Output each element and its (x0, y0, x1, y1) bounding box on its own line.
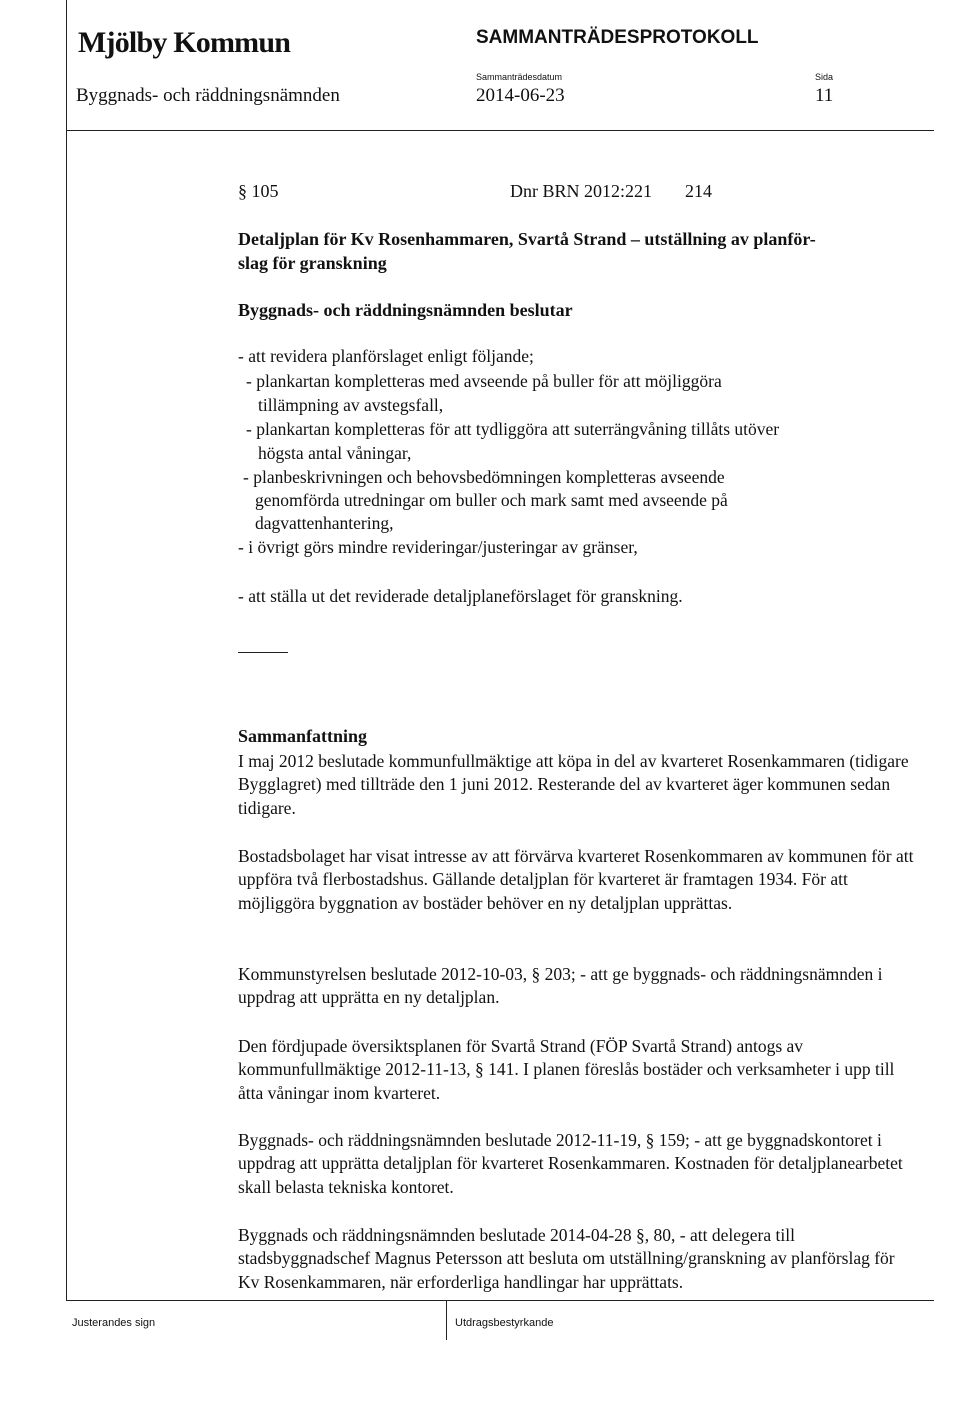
diary-number: Dnr BRN 2012:221 (510, 181, 653, 201)
decision-line: - plankartan kompletteras med avseende på buller för att möjliggöra (246, 371, 722, 391)
page-number: 11 (815, 85, 834, 106)
item-title-line-1: Detaljplan för Kv Rosenhammaren, Svartå Strand – utställning av planför- (238, 229, 816, 249)
decision-final-line: - att ställa ut det reviderade detaljplaneförslaget för granskning. (238, 586, 683, 606)
decision-line: - att revidera planförslaget enligt följande; (238, 346, 534, 366)
signature-label: Justerandes sign (72, 1317, 156, 1329)
page-caption: Sida (815, 72, 834, 82)
left-margin-rule (66, 0, 67, 1300)
decision-line: - i övrigt görs mindre revideringar/justeringar av gränser, (238, 537, 638, 557)
committee-name: Byggnads- och räddningsnämnden (76, 85, 340, 106)
document-title: SAMMANTRÄDESPROTOKOLL (476, 27, 759, 48)
section-separator (238, 652, 288, 653)
summary-paragraph: Kommunstyrelsen beslutade 2012-10-03, § 203; - att ge byggnads- och räddningsnämnden i uppdrag att upprätta en ny detaljplan. (238, 964, 883, 1008)
decision-line: högsta antal våningar, (258, 443, 412, 463)
item-title-line-2: slag för granskning (238, 253, 387, 273)
decision-heading: Byggnads- och räddningsnämnden beslutar (238, 300, 573, 320)
decision-line: tillämpning av avstegsfall, (258, 395, 444, 415)
decision-line: - planbeskrivningen och behovsbedömningen kompletteras avseende (243, 467, 725, 487)
footer-rule (66, 1300, 934, 1301)
decision-line: - plankartan kompletteras för att tydliggöra att suterrängvåning tillåts utöver (246, 419, 780, 439)
header-rule (66, 130, 934, 131)
footer-divider (446, 1300, 447, 1340)
decision-line: dagvattenhantering, (255, 513, 394, 533)
organization-name: Mjölby Kommun (78, 26, 291, 59)
summary-heading: Sammanfattning (238, 726, 368, 746)
decision-line: genomförda utredningar om buller och mark samt med avseende på (255, 490, 728, 510)
reference-number: 214 (685, 181, 712, 201)
paragraph-number: § 105 (238, 181, 279, 201)
meeting-date: 2014-06-23 (476, 85, 565, 106)
summary-paragraph: Den fördjupade översiktsplanen för Svartå Strand (FÖP Svartå Strand) antogs av kommunfullmäktige 2012-11-13, § 141. I planen föreslås bostäder och verksamheter i upp till åtta våningar inom kvarteret. (238, 1036, 895, 1103)
summary-paragraph: I maj 2012 beslutade kommunfullmäktige att köpa in del av kvarteret Rosenkammaren (tidigare Bygglagret) med tillträde den 1 juni 2012. Resterande del av kvarteret äger kommunen sedan tidigare. (238, 751, 909, 818)
summary-paragraph: Byggnads- och räddningsnämnden beslutade 2012-11-19, § 159; - att ge byggnadskontoret i uppdrag att upprätta detaljplan för kvarteret Rosenkammaren. Kostnaden för detaljplanearbetet skall belasta tekniska kontoret. (238, 1130, 903, 1197)
date-caption: Sammanträdesdatum (476, 72, 563, 82)
summary-paragraph: Bostadsbolaget har visat intresse av att förvärva kvarteret Rosenkommaren av kommunen för att uppföra två flerbostadshus. Gällande detaljplan för kvarteret är framtagen 1934. För att möjliggöra byggnation av bostäder behöver en ny detaljplan upprättas. (238, 846, 914, 913)
extract-certification-label: Utdragsbestyrkande (455, 1317, 554, 1329)
summary-paragraph: Byggnads och räddningsnämnden beslutade 2014-04-28 §, 80, - att delegera till stadsbyggnadschef Magnus Petersson att besluta om utställning/granskning av planförslag för Kv Rosenkammaren, när erforderliga handlingar har upprättats. (238, 1225, 895, 1292)
